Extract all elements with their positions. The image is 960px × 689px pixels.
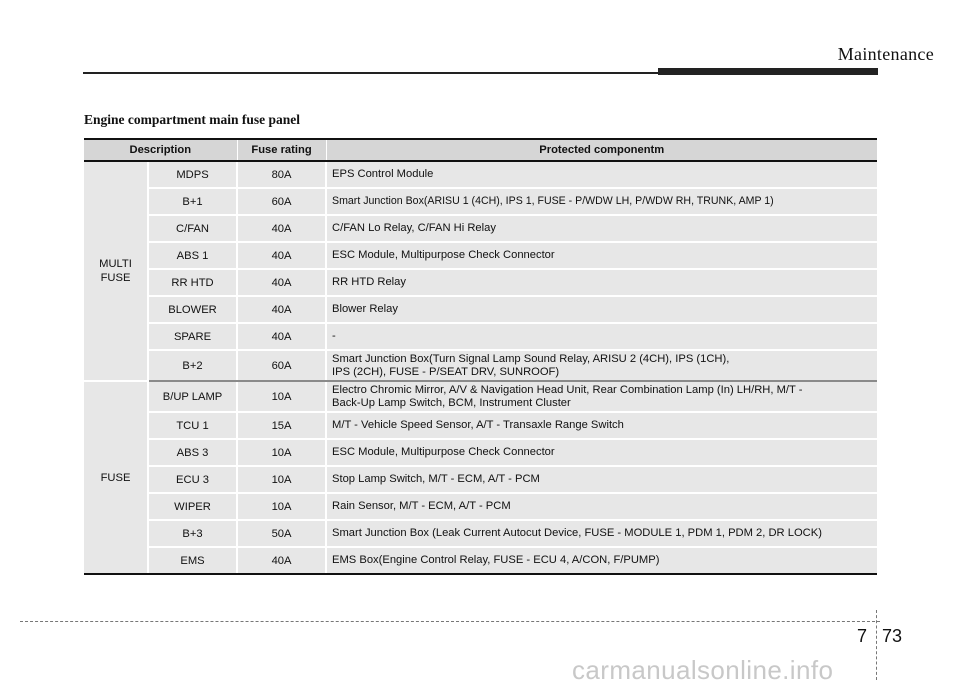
footer-rule [20, 621, 880, 622]
protected-component: Smart Junction Box(Turn Signal Lamp Sound Relay, ARISU 2 (4CH), IPS (1CH), IPS (2CH), FUSE - P/SEAT DRV, SUNROOF) [326, 350, 877, 381]
fuse-rating: 50A [237, 520, 326, 547]
protected-component: ESC Module, Multipurpose Check Connector [326, 439, 877, 466]
fuse-name: B+1 [148, 188, 237, 215]
chapter-number: 7 [857, 626, 868, 646]
header-rule-bold [658, 68, 878, 75]
fuse-rating: 40A [237, 269, 326, 296]
fuse-rating: 80A [237, 161, 326, 188]
protected-component: RR HTD Relay [326, 269, 877, 296]
fuse-rating: 40A [237, 296, 326, 323]
table-row [84, 188, 877, 215]
fuse-name: B/UP LAMP [148, 381, 237, 412]
fuse-name: ECU 3 [148, 466, 237, 493]
protected-component: Smart Junction Box (Leak Current Autocut Device, FUSE - MODULE 1, PDM 1, PDM 2, DR LOCK) [326, 520, 877, 547]
fuse-name: RR HTD [148, 269, 237, 296]
table-row [84, 547, 877, 574]
table-row [84, 269, 877, 296]
group-label-multi-fuse: MULTI FUSE [84, 161, 148, 381]
table-row [84, 381, 877, 412]
column-header-fuse-rating: Fuse rating [237, 139, 326, 161]
protected-component: EMS Box(Engine Control Relay, FUSE - ECU 4, A/CON, F/PUMP) [326, 547, 877, 574]
protected-component: - [326, 323, 877, 350]
table-row [84, 493, 877, 520]
fuse-name: WIPER [148, 493, 237, 520]
fuse-rating: 10A [237, 466, 326, 493]
fuse-name: ABS 1 [148, 242, 237, 269]
section-title: Maintenance [837, 44, 934, 64]
table-row [84, 350, 877, 381]
fuse-rating: 10A [237, 493, 326, 520]
fuse-name: EMS [148, 547, 237, 574]
header-rule [83, 72, 660, 74]
fuse-name: MDPS [148, 161, 237, 188]
fuse-rating: 40A [237, 547, 326, 574]
protected-component: Smart Junction Box(ARISU 1 (4CH), IPS 1, FUSE - P/WDW LH, P/WDW RH, TRUNK, AMP 1) [326, 188, 877, 215]
fuse-rating: 40A [237, 242, 326, 269]
fuse-name: ABS 3 [148, 439, 237, 466]
table-row [84, 242, 877, 269]
table-row [84, 323, 877, 350]
table-row [84, 520, 877, 547]
protected-component: C/FAN Lo Relay, C/FAN Hi Relay [326, 215, 877, 242]
fuse-name: SPARE [148, 323, 237, 350]
protected-component: EPS Control Module [326, 161, 877, 188]
protected-component: M/T - Vehicle Speed Sensor, A/T - Transaxle Range Switch [326, 412, 877, 439]
fuse-rating: 40A [237, 215, 326, 242]
column-header-protected-component: Protected componentm [326, 139, 877, 161]
fuse-name: B+3 [148, 520, 237, 547]
table-row [84, 215, 877, 242]
watermark: carmanualsonline.info [572, 655, 834, 685]
fuse-name: BLOWER [148, 296, 237, 323]
fuse-rating: 10A [237, 381, 326, 412]
table-header-row [84, 139, 877, 161]
footer-divider [876, 610, 877, 680]
protected-component: ESC Module, Multipurpose Check Connector [326, 242, 877, 269]
fuse-name: B+2 [148, 350, 237, 381]
fuse-rating: 10A [237, 439, 326, 466]
protected-component: Blower Relay [326, 296, 877, 323]
fuse-name: C/FAN [148, 215, 237, 242]
column-header-description: Description [84, 139, 237, 161]
fuse-rating: 60A [237, 188, 326, 215]
protected-component: Rain Sensor, M/T - ECM, A/T - PCM [326, 493, 877, 520]
fuse-rating: 15A [237, 412, 326, 439]
fuse-rating: 60A [237, 350, 326, 381]
table-row [84, 466, 877, 493]
table-row [84, 412, 877, 439]
group-label-fuse: FUSE [84, 381, 148, 574]
fuse-name: TCU 1 [148, 412, 237, 439]
panel-heading: Engine compartment main fuse panel [84, 112, 300, 127]
fuse-table [84, 138, 877, 575]
table-row [84, 161, 877, 188]
page-number: 73 [882, 626, 903, 646]
table-row [84, 296, 877, 323]
protected-component: Electro Chromic Mirror, A/V & Navigation Head Unit, Rear Combination Lamp (In) LH/RH, M/T - Back-Up Lamp Switch, BCM, Instrument Cluster [326, 381, 877, 412]
table-row [84, 439, 877, 466]
fuse-rating: 40A [237, 323, 326, 350]
protected-component: Stop Lamp Switch, M/T - ECM, A/T - PCM [326, 466, 877, 493]
